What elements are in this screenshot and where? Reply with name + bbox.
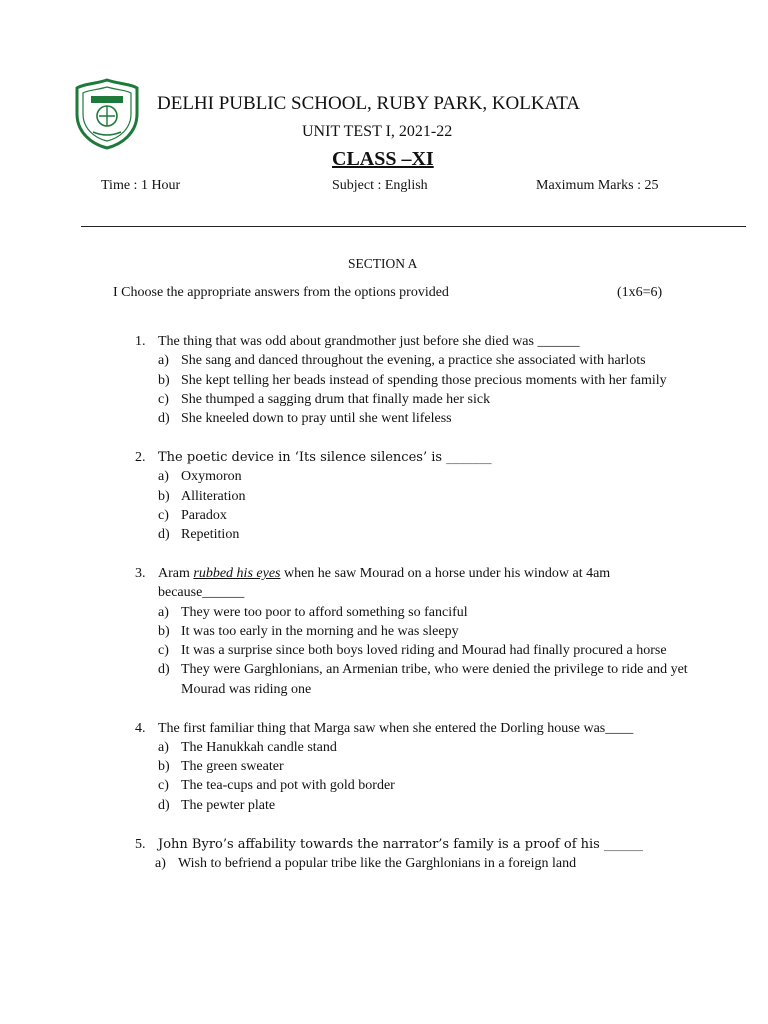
option-letter: b) [158, 759, 170, 775]
subject-label: Subject : English [332, 178, 428, 193]
option-letter: d) [158, 662, 170, 678]
option [158, 738, 695, 757]
question-number: 1. [135, 334, 146, 349]
option [158, 351, 695, 370]
option-text: She kneeled down to pray until she went lifeless [181, 411, 452, 427]
question-number: 2. [135, 449, 146, 465]
option-letter: c) [158, 778, 169, 794]
option-text: She sang and danced throughout the evening, a practice she associated with harlots [181, 353, 646, 369]
question-number: 5. [135, 836, 146, 852]
max-marks-label: Maximum Marks : 25 [536, 178, 659, 193]
question-text [158, 564, 695, 603]
option [158, 603, 695, 622]
question-5 [135, 835, 695, 874]
option-letter: d) [158, 797, 170, 813]
option [158, 622, 695, 641]
option [158, 641, 695, 660]
option-text: The green sweater [181, 759, 284, 775]
section-marks: (1x6=6) [617, 285, 663, 300]
option-list [155, 854, 695, 873]
option-list [158, 351, 695, 428]
question-text: The thing that was odd about grandmother just before she died was ______ [158, 334, 580, 349]
question-number: 4. [135, 720, 146, 736]
option-list [158, 467, 695, 544]
option-letter: b) [158, 488, 170, 504]
option-letter: c) [158, 391, 169, 407]
option [158, 390, 695, 409]
question-text: John Byro’s affability towards the narrator’s family is a proof of his ______ [158, 836, 643, 852]
option-letter: a) [158, 353, 169, 369]
option-letter: d) [158, 527, 170, 543]
option-letter: b) [158, 623, 170, 639]
option [158, 371, 695, 390]
option-text: She kept telling her beads instead of spending those precious moments with her family [181, 372, 667, 388]
option-list [158, 603, 695, 699]
question-2 [135, 448, 695, 544]
option [158, 796, 695, 815]
option-text: Wish to befriend a popular tribe like the Garghlonians in a foreign land [178, 855, 577, 871]
option-text: The Hanukkah candle stand [181, 739, 337, 755]
option [158, 525, 695, 544]
question-emphasis: rubbed his eyes [193, 565, 281, 581]
option-letter: a) [155, 855, 166, 871]
section-instruction: I Choose the appropriate answers from the options provided [113, 285, 449, 300]
option-text: The pewter plate [181, 797, 276, 813]
question-list [135, 332, 695, 893]
option-letter: d) [158, 411, 170, 427]
option-letter: a) [158, 604, 169, 620]
option [158, 660, 695, 699]
question-number: 3. [135, 565, 146, 581]
option-text: Oxymoron [181, 469, 242, 485]
time-label: Time : 1 Hour [101, 178, 181, 193]
option [155, 854, 695, 873]
option-text: They were too poor to afford something so fanciful [181, 604, 468, 620]
question-text-part: Aram [158, 565, 194, 581]
header-divider [81, 226, 746, 227]
question-text: The poetic device in ‘Its silence silences’ is _______ [158, 449, 492, 465]
option [158, 487, 695, 506]
option-text: Repetition [181, 527, 240, 543]
question-text-part: when he saw Mourad on a horse under his window at 4am because______ [158, 565, 611, 601]
question-3 [135, 564, 695, 699]
section-title: SECTION A [348, 256, 418, 271]
option [158, 409, 695, 428]
option-letter: a) [158, 469, 169, 485]
option-text: Alliteration [181, 488, 246, 504]
option-text: The tea-cups and pot with gold border [181, 778, 395, 794]
school-name: DELHI PUBLIC SCHOOL, RUBY PARK, KOLKATA [157, 93, 581, 114]
question-4 [135, 719, 695, 815]
option [158, 467, 695, 486]
option-letter: a) [158, 739, 169, 755]
school-logo [75, 78, 139, 150]
question-text: The first familiar thing that Marga saw when she entered the Dorling house was____ [158, 720, 634, 736]
question-1 [135, 332, 695, 428]
option [158, 757, 695, 776]
option-text: Paradox [181, 507, 227, 523]
option-letter: c) [158, 643, 169, 659]
class-title: CLASS –XI [332, 148, 434, 170]
option-letter: b) [158, 372, 170, 388]
option [158, 776, 695, 795]
option-text: She thumped a sagging drum that finally made her sick [181, 391, 491, 407]
test-title: UNIT TEST I, 2021-22 [302, 123, 453, 140]
option-text: It was too early in the morning and he was sleepy [181, 623, 459, 639]
option-letter: c) [158, 507, 169, 523]
option-text: It was a surprise since both boys loved riding and Mourad had finally procured a horse [181, 643, 667, 659]
option [158, 506, 695, 525]
option-text: They were Garghlonians, an Armenian tribe, who were denied the privilege to ride and yet Mourad was riding one [181, 662, 688, 697]
option-list [158, 738, 695, 815]
